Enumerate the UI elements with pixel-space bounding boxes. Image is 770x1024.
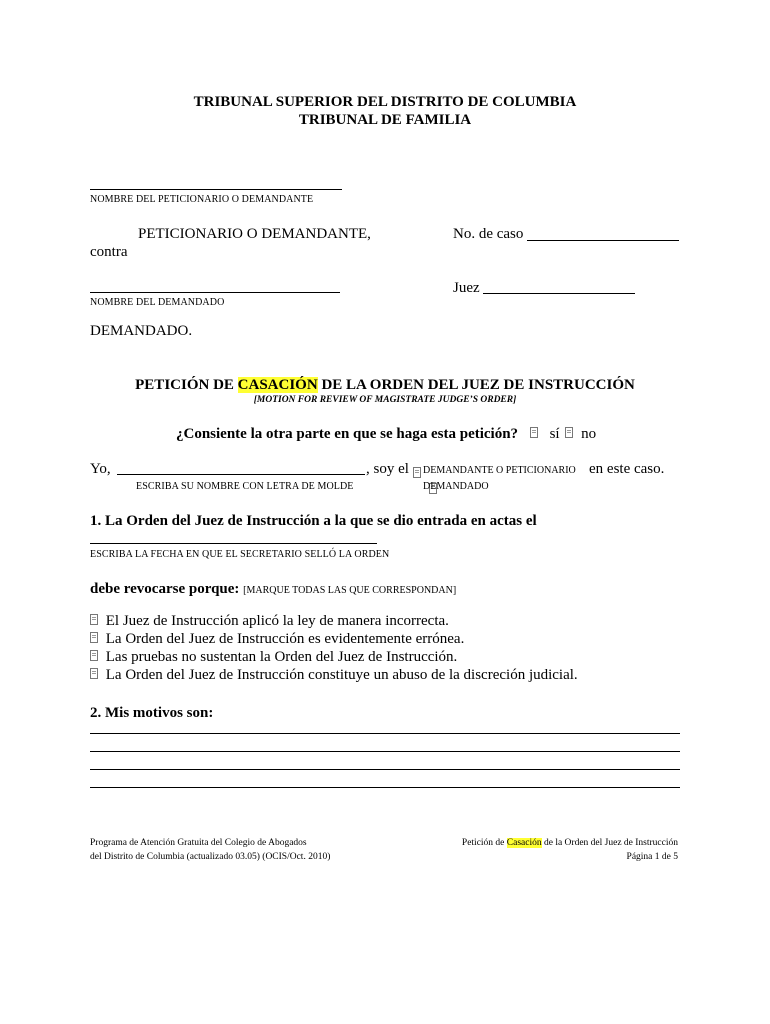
case-number-label: No. de caso — [453, 226, 524, 242]
title-part2: DE LA ORDEN DEL JUEZ DE INSTRUCCIÓN — [317, 377, 635, 393]
reason-item[interactable] — [90, 631, 464, 648]
case-number-field[interactable] — [527, 240, 679, 241]
respondent-name-label: NOMBRE DEL DEMANDADO — [90, 297, 225, 308]
title-part1: PETICIÓN DE — [135, 377, 238, 393]
reason-checkbox[interactable] — [90, 632, 98, 643]
your-name-field[interactable] — [117, 474, 365, 475]
petitioner-checkbox[interactable] — [413, 467, 421, 478]
consent-question: ¿Consiente la otra parte en que se haga esta petición? — [176, 426, 519, 442]
court-name: TRIBUNAL SUPERIOR DEL DISTRITO DE COLUMBIA — [193, 94, 577, 110]
consent-no-checkbox[interactable] — [565, 427, 573, 438]
respondent-role: DEMANDADO. — [90, 323, 193, 339]
reason-text-line[interactable] — [90, 733, 680, 734]
reason-checkbox[interactable] — [90, 650, 98, 661]
court-division: TRIBUNAL DE FAMILIA — [298, 112, 472, 128]
section2-heading: 2. Mis motivos son: — [90, 705, 214, 721]
order-date-hint: ESCRIBA LA FECHA EN QUE EL SECRETARIO SELLÓ LA ORDEN — [90, 549, 390, 560]
en-este-caso-text: en este caso. — [589, 461, 665, 477]
footer-title-pre: Petición de — [461, 838, 507, 848]
section1-heading: 1. La Orden del Juez de Instrucción a la que se dio entrada en actas el — [90, 513, 537, 529]
reason-label: Las pruebas no sustentan la Orden del Juez de Instrucción. — [105, 649, 458, 665]
order-date-field[interactable] — [90, 543, 377, 544]
footer-title-highlight: Casación — [506, 838, 542, 848]
petitioner-option-label: DEMANDANTE O PETICIONARIO — [423, 465, 576, 476]
petitioner-role: PETICIONARIO O DEMANDANTE, — [138, 226, 371, 242]
soy-el-text: , soy el — [366, 461, 409, 477]
respondent-name-field[interactable] — [90, 292, 340, 293]
judge-label: Juez — [453, 280, 480, 296]
judge-field[interactable] — [483, 293, 635, 294]
footer-left-line1: Programa de Atención Gratuita del Colegio de Abogados — [90, 838, 307, 848]
page-number: Página 1 de 5 — [626, 852, 678, 862]
consent-row — [176, 426, 596, 443]
consent-yes-label: sí — [549, 426, 560, 442]
consent-no-label: no — [581, 426, 597, 442]
yo-label: Yo, — [90, 461, 111, 477]
reason-item[interactable] — [90, 613, 449, 630]
reason-label: El Juez de Instrucción aplicó la ley de manera incorrecta. — [105, 613, 449, 629]
reason-checkbox[interactable] — [90, 614, 98, 625]
document-subtitle: [MOTION FOR REVIEW OF MAGISTRATE JUDGE’S ORDER] — [253, 395, 517, 405]
title-highlight: CASACIÓN — [237, 377, 318, 393]
reason-item[interactable] — [90, 649, 457, 666]
contra-text: contra — [90, 244, 128, 260]
petitioner-name-label: NOMBRE DEL PETICIONARIO O DEMANDANTE — [90, 194, 314, 205]
name-hint-label: ESCRIBA SU NOMBRE CON LETRA DE MOLDE — [136, 481, 354, 492]
petitioner-name-field[interactable] — [90, 189, 342, 190]
respondent-option-label: DEMANDADO — [423, 481, 489, 492]
consent-yes-checkbox[interactable] — [530, 427, 538, 438]
reason-checkbox[interactable] — [90, 668, 98, 679]
footer-left-line2: del Distrito de Columbia (actualizado 03.05) (OCIS/Oct. 2010) — [90, 852, 331, 862]
mark-all-hint: [MARQUE TODAS LAS QUE CORRESPONDAN] — [243, 585, 457, 596]
reason-text-line[interactable] — [90, 751, 680, 752]
revoke-row — [90, 581, 456, 598]
footer-right-line1 — [462, 838, 678, 848]
document-title — [0, 377, 770, 394]
reason-item[interactable] — [90, 667, 578, 684]
reason-text-line[interactable] — [90, 787, 680, 788]
reason-label: La Orden del Juez de Instrucción constituye un abuso de la discreción judicial. — [105, 667, 578, 683]
reason-label: La Orden del Juez de Instrucción es evidentemente errónea. — [105, 631, 465, 647]
footer-title-post: de la Orden del Juez de Instrucción — [541, 838, 678, 848]
revoke-label: debe revocarse porque: — [90, 581, 240, 597]
reason-text-line[interactable] — [90, 769, 680, 770]
